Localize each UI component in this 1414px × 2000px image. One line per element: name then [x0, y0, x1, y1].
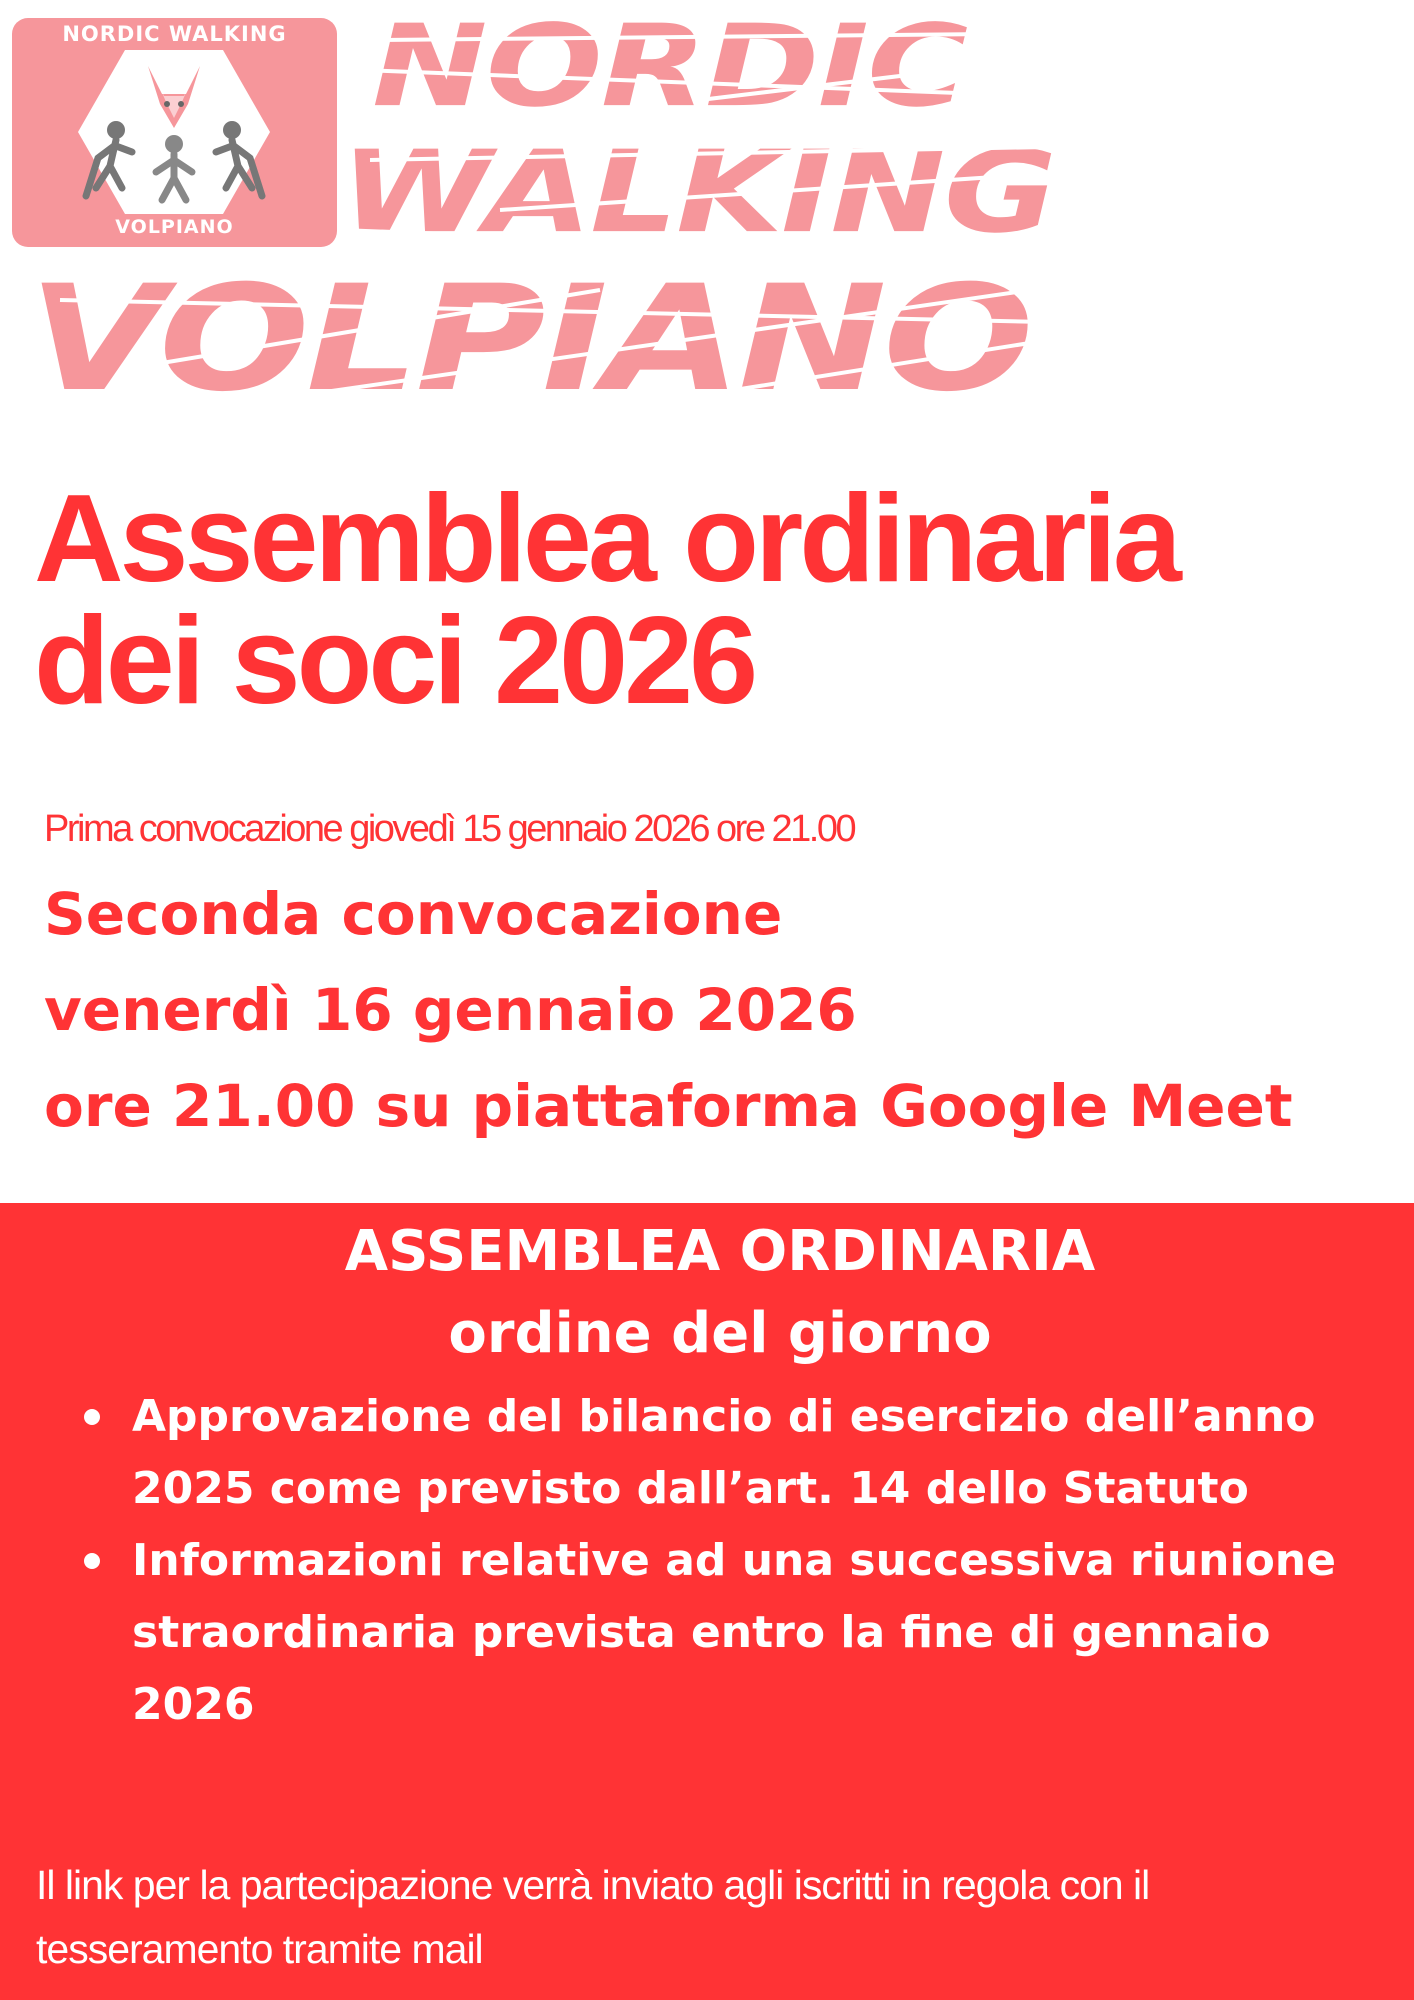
- agenda-item-text: Informazioni relative ad una successiva riunione straordinaria prevista entro la fine di gennaio 2026: [132, 1535, 1336, 1730]
- second-convocation-line-3: ore 21.00 su piattaforma Google Meet: [44, 1072, 1293, 1140]
- page-title-line-1: Assemblea ordinaria: [34, 470, 1178, 608]
- agenda-heading: [0, 1211, 1414, 1375]
- header-banner: [0, 0, 1414, 450]
- first-convocation: Prima convocazione giovedì 15 gennaio 2026 ore 21.00: [44, 808, 855, 850]
- agenda-heading-line-2: ordine del giorno: [448, 1301, 992, 1366]
- list-item: [48, 1381, 1388, 1525]
- logo-bottom-text: VOLPIANO: [115, 216, 234, 238]
- banner-word-volpiano: VOLPIANO: [28, 253, 1031, 424]
- page-title-line-2: dei soci 2026: [34, 592, 755, 730]
- page-title: [34, 470, 1394, 730]
- bullet-icon: [84, 1409, 100, 1425]
- banner-word-walking: WALKING: [340, 126, 1056, 259]
- agenda-item-text: Approvazione del bilancio di esercizio dell’anno 2025 come previsto dall’art. 14 dello Statuto: [132, 1391, 1316, 1514]
- agenda-panel: [0, 1203, 1414, 2000]
- second-convocation-line-2: venerdì 16 gennaio 2026: [44, 976, 857, 1044]
- list-item: [48, 1525, 1388, 1741]
- agenda-list: [48, 1381, 1388, 1741]
- banner-slash-decoration: [0, 0, 1414, 450]
- banner-word-nordic: NORDIC: [372, 0, 967, 133]
- logo-top-text: NORDIC WALKING: [62, 22, 287, 46]
- participation-note: Il link per la partecipazione verrà inviato agli iscritti in regola con il tesseramento tramite mail: [36, 1862, 1150, 1972]
- agenda-heading-line-1: ASSEMBLEA ORDINARIA: [344, 1219, 1096, 1284]
- bullet-icon: [84, 1553, 100, 1569]
- second-convocation-line-1: Seconda convocazione: [44, 880, 783, 948]
- second-convocation: [44, 866, 1404, 1154]
